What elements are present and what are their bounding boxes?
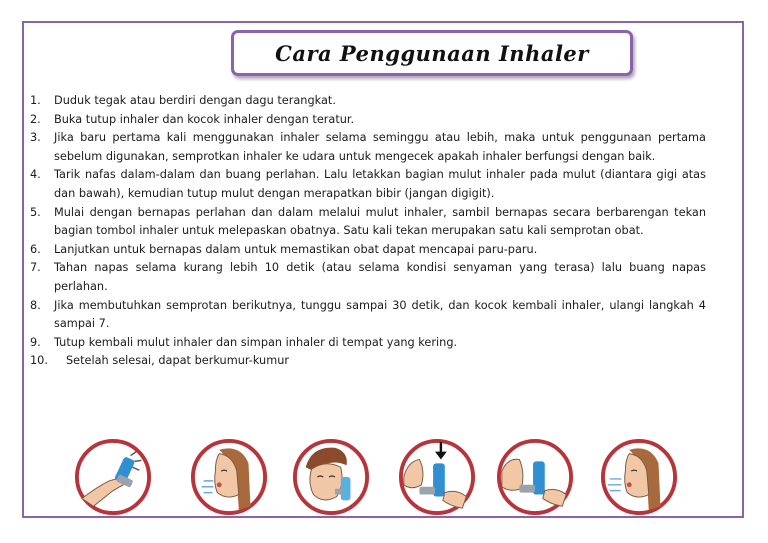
step-number: 9. [30, 335, 41, 349]
step-item [30, 204, 706, 241]
page-title: Cara Penggunaan Inhaler [275, 40, 589, 66]
step-number: 3. [30, 131, 41, 145]
step-text: Setelah selesai, dapat berkumur-kumur [66, 354, 290, 368]
step-item [30, 241, 706, 260]
step-text: Jika baru pertama kali menggunakan inhaler selama seminggu atau lebih, maka untuk penggunaan pertama sebelum digunakan, semprotkan inhaler ke udara untuk mengecek apakah inhaler berfungsi dengan baik. [54, 131, 706, 163]
step-text: Jika membutuhkan semprotan berikutnya, tunggu sampai 30 detik, dan kocok kembali inhaler, ulangi langkah 4 sampai 7. [54, 298, 706, 331]
title-box [231, 30, 633, 76]
step-number: 7. [30, 261, 41, 275]
step-number: 1. [30, 94, 41, 107]
step-item [30, 129, 706, 166]
step-item [30, 166, 706, 203]
step-item [30, 334, 706, 353]
step-item [30, 111, 706, 130]
step-number: 8. [30, 298, 41, 312]
man-using-inhaler-icon [292, 438, 370, 516]
step-item [30, 259, 706, 296]
step-number: 4. [30, 168, 41, 182]
step-text: Buka tutup inhaler dan kocok inhaler dengan teratur. [54, 112, 355, 126]
step-item [30, 92, 706, 111]
step-text: Lanjutkan untuk bernapas dalam untuk memastikan obat dapat mencapai paru-paru. [54, 242, 538, 256]
illustration-strip [0, 432, 768, 518]
step-number: 10. [30, 354, 48, 368]
step-text: Tahan napas selama kurang lebih 10 detik (atau selama kondisi senyaman yang terasa) lalu buang napas perlahan. [54, 261, 706, 293]
pressing-inhaler-icon [398, 438, 476, 516]
hand-shaking-inhaler-icon [74, 438, 152, 516]
inhaling-from-inhaler-icon [496, 438, 574, 516]
step-number: 2. [30, 112, 41, 126]
woman-exhaling-icon [190, 438, 268, 516]
step-item [30, 352, 706, 371]
step-number: 5. [30, 205, 41, 219]
step-text: Mulai dengan bernapas perlahan dan dalam melalui mulut inhaler, sambil bernapas secara berbarengan tekan bagian tombol inhaler untuk melepaskan obatnya. Satu kali tekan merupakan satu kali semprotan obat. [54, 205, 706, 238]
woman-breathing-out-icon [600, 438, 678, 516]
step-text: Tarik nafas dalam-dalam dan buang perlahan. Lalu letakkan bagian mulut inhaler pada mulut (diantara gigi atas dan bawah), kemudian tutup mulut dengan merapatkan bibir (jangan digigit). [54, 168, 706, 200]
step-text: Tutup kembali mulut inhaler dan simpan inhaler di tempat yang kering. [54, 335, 458, 349]
step-item [30, 297, 706, 334]
step-text: Duduk tegak atau berdiri dengan dagu terangkat. [54, 94, 336, 107]
step-number: 6. [30, 242, 41, 256]
steps-list [30, 92, 706, 371]
